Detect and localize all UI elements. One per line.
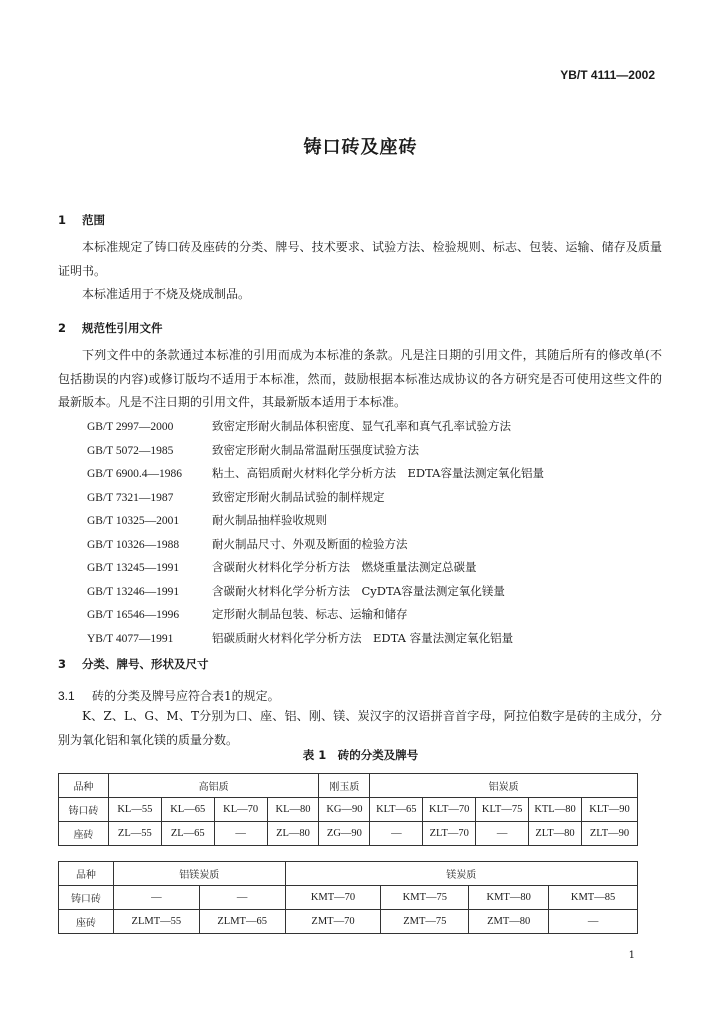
subsection-3-1: [58, 687, 280, 704]
paragraph: K、Z、L、G、M、T分别为口、座、铝、刚、镁、炭汉字的汉语拼音首字母，阿拉伯数字是砖的主成分，分别为氧化铝和氧化镁的质量分数。: [58, 709, 662, 747]
reference-title: 致密定形耐火制品试验的制样规定: [212, 489, 385, 504]
reference-code: GB/T 13245—1991: [87, 562, 180, 574]
table-cell: —: [370, 822, 423, 846]
table-cell: ZMT—80: [469, 910, 549, 934]
reference-item: [87, 580, 544, 604]
reference-item: [87, 486, 544, 510]
table-cell: ZL—55: [108, 822, 161, 846]
reference-code: GB/T 6900.4—1986: [87, 468, 182, 480]
table-cell: ZMT—75: [381, 910, 469, 934]
reference-item: [87, 627, 544, 651]
reference-item: [87, 415, 544, 439]
header-cell: 刚玉质: [319, 774, 370, 798]
table-row: [59, 822, 638, 846]
reference-code: GB/T 2997—2000: [87, 421, 174, 433]
reference-code: GB/T 7321—1987: [87, 491, 174, 504]
section-3-body: [58, 705, 662, 752]
reference-code: GB/T 13246—1991: [87, 585, 180, 598]
subsection-text: 砖的分类及牌号应符合表1的规定。: [92, 689, 280, 703]
table-cell: KMT—80: [469, 886, 549, 910]
document-title: 铸口砖及座砖: [303, 137, 418, 158]
paragraph: 本标准规定了铸口砖及座砖的分类、牌号、技术要求、试验方法、检验规则、标志、包装、运输、储存及质量证明书。: [58, 240, 662, 278]
section-2-heading: [58, 320, 163, 336]
grade-table-top: [58, 773, 638, 846]
table-cell: ZLT—80: [529, 822, 582, 846]
table-cell: KLT—65: [370, 798, 423, 822]
table-cell: ZLT—70: [423, 822, 476, 846]
table-cell: ZL—65: [161, 822, 214, 846]
header-cell: 高铝质: [108, 774, 319, 798]
reference-item: [87, 603, 544, 627]
section-1-number: 1: [58, 213, 67, 227]
table-cell: KMT—70: [285, 886, 381, 910]
reference-code: GB/T 16546—1996: [87, 609, 180, 621]
table-cell: KMT—85: [549, 886, 638, 910]
page-number: 1: [628, 950, 635, 961]
reference-code: GB/T 10326—1988: [87, 538, 180, 551]
reference-title: 耐火制品抽样验收规则: [212, 513, 327, 527]
table-cell: KMT—75: [381, 886, 469, 910]
table-header-row: [59, 774, 638, 798]
paragraph: 本标准适用于不烧及烧成制品。: [82, 287, 251, 301]
reference-item: [87, 509, 544, 533]
table-cell: ZLMT—65: [199, 910, 285, 934]
section-2-title: 规范性引用文件: [82, 321, 163, 335]
reference-code: GB/T 10325—2001: [87, 515, 180, 527]
table-cell: KL—80: [267, 798, 319, 822]
table-cell: —: [476, 822, 529, 846]
reference-title: 耐火制品尺寸、外观及断面的检验方法: [212, 536, 408, 551]
table-cell: KTL—80: [529, 798, 582, 822]
row-label: 铸口砖: [59, 798, 109, 822]
section-3-number: 3: [58, 657, 67, 671]
table-cell: ZL—80: [267, 822, 319, 846]
section-1-body: [58, 236, 662, 307]
reference-item: [87, 462, 544, 486]
subsection-number: 3.1: [58, 689, 75, 703]
table-cell: KL—70: [214, 798, 267, 822]
reference-item: [87, 556, 544, 580]
table-cell: ZLMT—55: [113, 910, 199, 934]
table-cell: ZG—90: [319, 822, 370, 846]
section-1-heading: [58, 212, 105, 228]
grade-table-bottom: [58, 861, 638, 934]
table-cell: ZLT—90: [581, 822, 637, 846]
table-row: [59, 886, 638, 910]
header-cell: 铝炭质: [370, 774, 638, 798]
table-cell: KLT—90: [581, 798, 637, 822]
row-label: 座砖: [59, 822, 109, 846]
table-cell: KLT—75: [476, 798, 529, 822]
reference-title: 含碳耐火材料化学分析方法 CyDTA容量法测定氧化镁量: [212, 583, 505, 598]
table-header-row: [59, 862, 638, 886]
section-3-heading: [58, 656, 209, 672]
table-cell: KL—65: [161, 798, 214, 822]
section-2-number: 2: [58, 321, 67, 335]
reference-title: 定形耐火制品包装、标志、运输和储存: [212, 607, 408, 621]
table-cell: ZMT—70: [285, 910, 381, 934]
table-cell: —: [549, 910, 638, 934]
reference-item: [87, 439, 544, 463]
table-cell: —: [214, 822, 267, 846]
reference-code: GB/T 5072—1985: [87, 444, 174, 457]
table-cell: KL—55: [108, 798, 161, 822]
reference-title: 含碳耐火材料化学分析方法 燃烧重量法测定总碳量: [212, 560, 477, 574]
row-label: 座砖: [59, 910, 114, 934]
table-cell: —: [113, 886, 199, 910]
row-label: 铸口砖: [59, 886, 114, 910]
table-cell: KG—90: [319, 798, 370, 822]
table-cell: KLT—70: [423, 798, 476, 822]
header-cell: 镁炭质: [285, 862, 637, 886]
standard-code: YB/T 4111—2002: [560, 68, 655, 82]
reference-title: 致密定形耐火制品常温耐压强度试验方法: [212, 442, 419, 457]
reference-title: 铝碳质耐火材料化学分析方法 EDTA 容量法测定氧化铝量: [212, 630, 514, 645]
header-cell: 品种: [59, 862, 114, 886]
reference-item: [87, 533, 544, 557]
reference-title: 粘土、高铝质耐火材料化学分析方法 EDTA容量法测定氧化铝量: [212, 466, 544, 480]
header-cell: 品种: [59, 774, 109, 798]
reference-list: [87, 415, 544, 650]
reference-title: 致密定形耐火制品体积密度、显气孔率和真气孔率试验方法: [212, 419, 511, 433]
table-cell: —: [199, 886, 285, 910]
table-row: [59, 910, 638, 934]
header-cell: 铝镁炭质: [113, 862, 285, 886]
table-row: [59, 798, 638, 822]
section-1-title: 范围: [82, 213, 105, 227]
reference-code: YB/T 4077—1991: [87, 632, 174, 645]
table-caption: 表 1 砖的分类及牌号: [302, 748, 419, 762]
paragraph: 下列文件中的条款通过本标准的引用而成为本标准的条款。凡是注日期的引用文件，其随后所有的修改单(不包括勘误的内容)或修订版均不适用于本标准，然而，鼓励根据本标准达成协议的各方研究是否可使用这些文件的最新版本。凡是不注日期的引用文件，其最新版本适用于本标准。: [58, 348, 662, 409]
section-3-title: 分类、牌号、形状及尺寸: [82, 657, 209, 671]
section-2-body: [58, 344, 662, 415]
